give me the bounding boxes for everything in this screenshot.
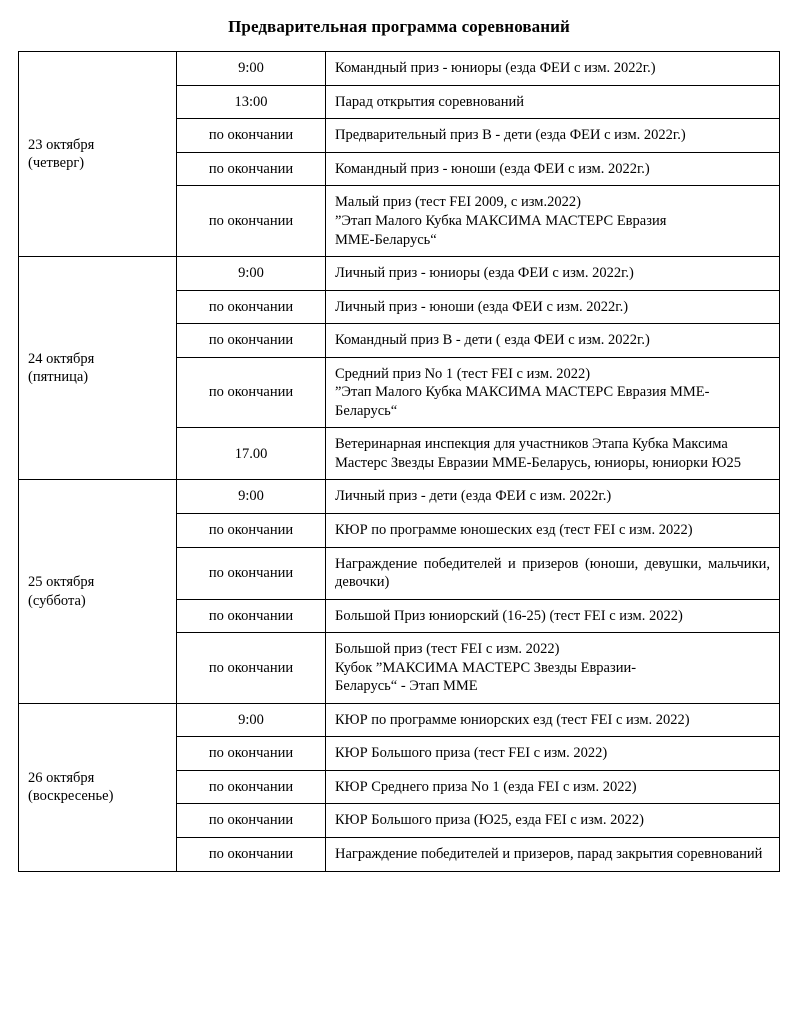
time-cell: по окончании [177, 770, 326, 804]
event-line: Ветеринарная инспекция для участников Этапа Кубка Максима Мастерс Звезды Евразии ММЕ-Беларусь, юниоры, юниорки Ю25 [335, 436, 741, 471]
time-cell: по окончании [177, 599, 326, 633]
day-line: (воскресенье) [28, 788, 114, 805]
event-cell [326, 633, 780, 704]
event-line: Награждение победителей и призеров (юноши, девушки, мальчики, девочки) [335, 555, 770, 591]
page-title: Предварительная программа соревнований [228, 17, 570, 36]
table-row [19, 703, 780, 737]
time-cell: по окончании [177, 633, 326, 704]
event-cell [326, 186, 780, 257]
day-line: (пятница) [28, 369, 89, 386]
event-cell [326, 324, 780, 358]
time-cell: по окончании [177, 357, 326, 428]
day-line: 26 октября [28, 769, 95, 786]
event-cell [326, 428, 780, 480]
event-cell [326, 737, 780, 771]
event-line: Малый приз (тест FEI 2009, с изм.2022) [335, 194, 581, 211]
event-cell [326, 257, 780, 291]
time-cell: по окончании [177, 186, 326, 257]
time-cell: по окончании [177, 737, 326, 771]
day-cell [19, 52, 177, 257]
event-cell [326, 119, 780, 153]
event-line: КЮР Среднего приза No 1 (езда FEI с изм. 2022) [335, 778, 637, 795]
event-cell [326, 804, 780, 838]
event-line: Личный приз - дети (езда ФЕИ с изм. 2022г.) [335, 488, 612, 505]
time-cell: 9:00 [177, 480, 326, 514]
time-cell: по окончании [177, 514, 326, 548]
time-cell: 9:00 [177, 52, 326, 86]
event-line: Командный приз В - дети ( езда ФЕИ с изм. 2022г.) [335, 332, 650, 349]
event-cell [326, 703, 780, 737]
competition-schedule-table [18, 51, 780, 871]
table-row [19, 257, 780, 291]
event-line: Кубок ”МАКСИМА МАСТЕРС Звезды Евразии- [335, 659, 637, 676]
event-line: Большой приз (тест FEI с изм. 2022) [335, 641, 560, 658]
event-line: Личный приз - юноши (езда ФЕИ с изм. 2022г.) [335, 298, 629, 315]
event-cell [326, 357, 780, 428]
time-cell: 9:00 [177, 257, 326, 291]
event-line: Предварительный приз В - дети (езда ФЕИ с изм. 2022г.) [335, 127, 686, 144]
event-cell [326, 290, 780, 324]
event-line: Командный приз - юниоры (езда ФЕИ с изм. 2022г.) [335, 60, 656, 77]
event-cell [326, 52, 780, 86]
day-line: (суббота) [28, 592, 86, 609]
event-cell [326, 85, 780, 119]
event-line: КЮР по программе юношеских езд (тест FEI с изм. 2022) [335, 522, 693, 538]
event-line: Командный приз - юноши (езда ФЕИ с изм. 2022г.) [335, 160, 650, 177]
day-cell [19, 480, 177, 703]
day-line: 23 октября [28, 136, 95, 153]
time-cell: по окончании [177, 119, 326, 153]
day-line: 24 октября [28, 350, 95, 367]
event-line: Беларусь“ - Этап ММЕ [335, 678, 478, 695]
time-cell: по окончании [177, 290, 326, 324]
event-line: Большой Приз юниорский (16-25) (тест FEI с изм. 2022) [335, 607, 683, 624]
day-line: 25 октября [28, 574, 95, 591]
time-cell: по окончании [177, 838, 326, 872]
event-line: КЮР по программе юниорских езд (тест FEI с изм. 2022) [335, 711, 690, 728]
event-line: Награждение победителей и призеров, парад закрытия соревнований [335, 846, 763, 863]
day-line: (четверг) [28, 155, 85, 172]
time-cell: по окончании [177, 324, 326, 358]
event-cell [326, 547, 780, 599]
event-cell [326, 514, 780, 548]
day-cell [19, 703, 177, 871]
table-row [19, 480, 780, 514]
time-cell: 13:00 [177, 85, 326, 119]
event-line: Средний приз No 1 (тест FEI с изм. 2022) [335, 365, 591, 382]
time-cell: 9:00 [177, 703, 326, 737]
event-line: КЮР Большого приза (Ю25, езда FEI с изм. 2022) [335, 812, 644, 829]
time-cell: по окончании [177, 804, 326, 838]
event-cell [326, 838, 780, 872]
event-line: Личный приз - юниоры (езда ФЕИ с изм. 2022г.) [335, 265, 634, 282]
event-cell [326, 152, 780, 186]
event-line: ”Этап Малого Кубка МАКСИМА МАСТЕРС Евразия ММЕ-Беларусь“ [335, 384, 710, 419]
event-line: ММЕ-Беларусь“ [335, 231, 437, 248]
time-cell: 17.00 [177, 428, 326, 480]
event-cell [326, 599, 780, 633]
event-line: КЮР Большого приза (тест FEI с изм. 2022) [335, 745, 608, 762]
table-row [19, 52, 780, 86]
time-cell: по окончании [177, 152, 326, 186]
event-line: ”Этап Малого Кубка МАКСИМА МАСТЕРС Евразия [335, 212, 667, 229]
time-cell: по окончании [177, 547, 326, 599]
day-cell [19, 257, 177, 480]
event-line: Парад открытия соревнований [335, 93, 525, 110]
event-cell [326, 480, 780, 514]
event-cell [326, 770, 780, 804]
schedule-body [19, 52, 780, 871]
